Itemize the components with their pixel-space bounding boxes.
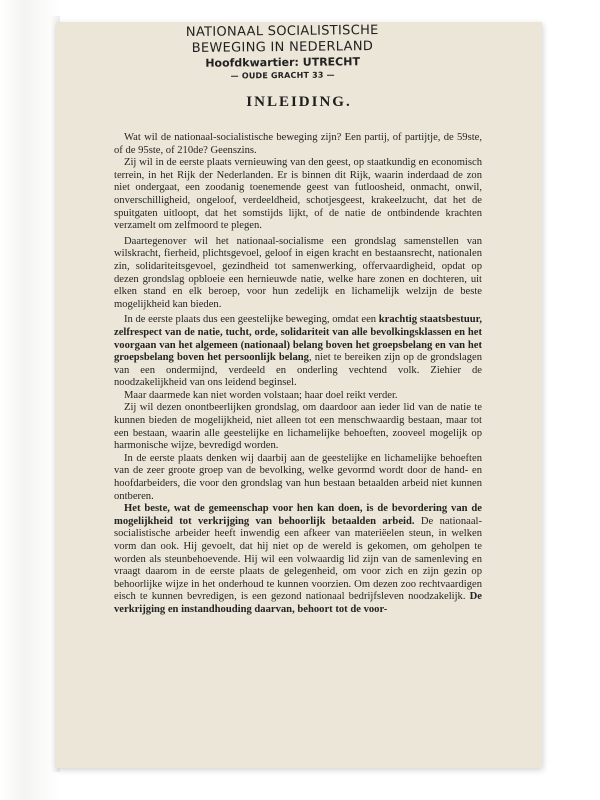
- paragraph: [114, 402, 482, 452]
- page-title: INLEIDING.: [246, 94, 352, 110]
- bold-text-run: Het beste, wat de gemeenschap voor hen kan doen, is de bevordering van de mogelijkheid tot verkrijging van behoorlijk betaalden arbeid.: [114, 503, 482, 527]
- text-run: Maar daarmede kan niet worden volstaan; haar doel reikt verder.: [124, 389, 398, 401]
- text-run: , niet te bereiken zijn op de grondslagen van een ondermijnd, verdeeld en onderling vechtend volk. Ziehier de noodzakelijkheid van ons leidend beginsel.: [114, 352, 482, 389]
- paragraph: [114, 157, 482, 233]
- paragraph: [114, 453, 482, 503]
- paragraph: [114, 314, 482, 390]
- text-run: Wat wil de nationaal-socialistische beweging zijn? Een partij, of partijtje, de 59ste, of de 95ste, of 210de? Geenszins.: [114, 132, 482, 156]
- bold-text-run: De verkrijging en instandhouding daarvan, behoort tot de voor-: [114, 591, 482, 615]
- text-run: Zij wil in de eerste plaats vernieuwing van den geest, op staatkundig en economisch terrein, in het Rijk der Nederlanden. Er is binnen dit Rijk, waarin inderdaad de zon niet ondergaat, een zoodanig toenemende geest van futloosheid, onmacht, onwil, onverschilligheid, ongeloof, verdeeldheid, schotjesgeest, krakeelzucht, dat het de spuitgaten uitloopt, dat het somstijds lijkt, of de natie de ontbindende krachten verzamelt om zelfmoord te plegen.: [114, 157, 482, 232]
- stamp-line-organisation: NATIONAAL SOCIALISTISCHE: [185, 22, 379, 41]
- paragraph: [114, 236, 482, 312]
- stamp-line-country: BEWEGING IN NEDERLAND: [191, 39, 374, 56]
- text-run: De nationaal-socialistische arbeider heeft inwendig een afkeer van materiëelen steun, in welken vorm dan ook. Hij gevoelt, dat hij niet op de wereld is gekomen, om geholpen te worden als steunbehoevende. Hij wil een volwaardig lid zijn van de samenleving en vraagt daarom in de eerste plaats de gelegenheid, om voor zich en zijn gezin op behoorlijke wijze in het onderhoud te kunnen voorzien. Om dezen zoo rechtvaardigen eisch te kunnen bevredigen, is een gezond nationaal bedrijfsleven noodzakelijk.: [114, 515, 482, 603]
- paragraph: [114, 132, 482, 157]
- stamp-line-address: — OUDE GRACHT 33 —: [230, 70, 335, 81]
- text-run: Zij wil dezen onontbeerlijken grondslag, om daardoor aan ieder lid van de natie te kunnen bieden de mogelijkheid, niet alleen tot een menschwaardig bestaan, maar tot een bestaan, waarin alle geestelijke en lichamelijke behoeften, zooveel mogelijk op harmonische wijze, bevredigd worden.: [114, 402, 482, 452]
- bold-text-run: krachtig staatsbestuur, zelfrespect van de natie, tucht, orde, solidariteit van alle bevolkingsklassen en het voorgaan van het algemeen (nationaal) belang boven het groepsbelang en van het groepsbelang boven het persoonlijk belang: [114, 314, 482, 364]
- text-run: In de eerste plaats denken wij daarbij aan de geestelijke en lichamelijke behoeften van de zeer groote groep van de bevolking, welke gevormd wordt door de hand- en hoofdarbeiders, die voor den grondslag van hun bestaan betaalden arbeid niet kunnen ontberen.: [114, 452, 482, 502]
- document-body: [114, 132, 482, 762]
- stamp-line-headquarters: Hoofdkwartier: UTRECHT: [205, 55, 360, 70]
- paragraph: [114, 390, 482, 403]
- text-run: In de eerste plaats dus een geestelijke beweging, omdat een: [124, 314, 379, 326]
- text-run: Daartegenover wil het nationaal-socialisme een grondslag samenstellen van wilskracht, fierheid, plichtsgevoel, geloof in eigen kracht en bestaansrecht, nationalen zin, solidariteitsgevoel, gezindheid tot samenwerking, offervaardigheid, opdat op dezen grondslag opbloeie een hernieuwde natie, welke hare zonen en dochteren, uit elken stand en elk beroep, voor hun zedelijk en lichamelijk welzijn de beste mogelijkheid kan bieden.: [114, 235, 482, 310]
- header-stamp: [175, 23, 391, 82]
- paragraph: [114, 503, 482, 616]
